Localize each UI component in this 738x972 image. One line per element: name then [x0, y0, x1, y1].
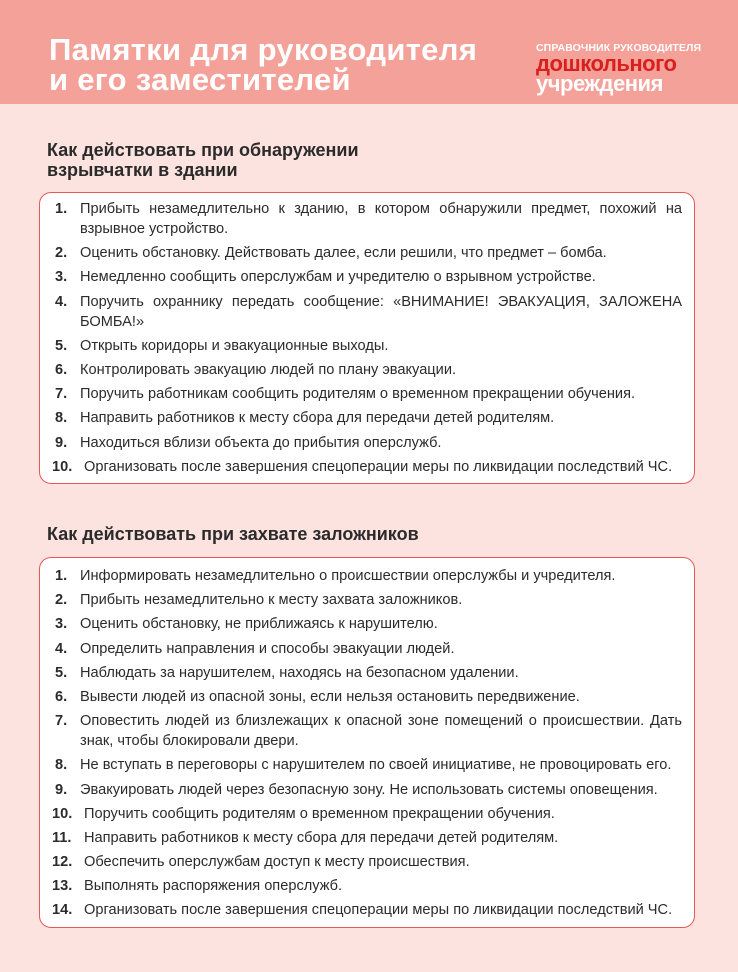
- item-text: Поручить сообщить родителям о временном прекращении обучения.: [84, 805, 555, 822]
- item-number: 6.: [55, 361, 68, 378]
- item-text: Прибыть незамедлительно к месту захвата заложников.: [80, 592, 463, 609]
- item-number: 14.: [52, 902, 73, 919]
- item-text: Определить направления и способы эвакуации людей.: [80, 640, 455, 657]
- list-item: [40, 433, 694, 453]
- checklist-explosives: [40, 199, 694, 477]
- brand-logo-mid: дошкольного: [536, 51, 677, 76]
- item-text: Находиться вблизи объекта до прибытия оперслужб.: [80, 434, 442, 451]
- list-item: [40, 360, 694, 380]
- item-number: 11.: [52, 829, 72, 846]
- item-number: 4.: [55, 640, 68, 657]
- list-item: [40, 711, 694, 751]
- item-text: Оповестить людей из близлежащих к опасной зоне помещений о происшествии. Дать знак, чтобы блокировали двери.: [80, 713, 682, 750]
- list-item: [40, 755, 694, 775]
- section-title-hostages: [47, 524, 419, 544]
- checklist-hostages: [40, 566, 694, 920]
- item-number: 7.: [55, 713, 68, 730]
- list-item: [40, 457, 694, 477]
- list-item: [40, 663, 694, 683]
- item-number: 5.: [55, 337, 68, 354]
- list-item: [40, 780, 694, 800]
- item-text: Контролировать эвакуацию людей по плану эвакуации.: [80, 361, 457, 378]
- item-number: 10.: [52, 805, 73, 822]
- item-text: Эвакуировать людей через безопасную зону. Не использовать системы оповещения.: [80, 781, 658, 798]
- item-number: 8.: [55, 757, 68, 774]
- item-text: Не вступать в переговоры с нарушителем по своей инициативе, не провоцировать его.: [80, 757, 672, 774]
- item-text: Оценить обстановку, не приближаясь к нарушителю.: [80, 616, 438, 633]
- item-text: Организовать после завершения спецоперации меры по ликвидации последствий ЧС.: [84, 458, 673, 475]
- section-title-line2: взрывчатки в здании: [47, 160, 238, 180]
- page-title-line2: и его заместителей: [49, 62, 351, 97]
- list-item: [40, 614, 694, 634]
- header-banner: [0, 0, 738, 104]
- item-text: Прибыть незамедлительно к зданию, в котором обнаружили предмет, похожий на взрывное устройство.: [80, 201, 682, 237]
- item-number: 3.: [55, 269, 68, 286]
- item-text: Поручить охраннику передать сообщение: «ВНИМАНИЕ! ЭВАКУАЦИЯ, ЗАЛОЖЕНА БОМБА!»: [80, 293, 682, 330]
- item-text: Направить работников к месту сбора для передачи детей родителям.: [84, 829, 559, 846]
- item-number: 3.: [55, 616, 68, 633]
- list-item: [40, 408, 694, 428]
- brand-logo-top: СПРАВОЧНИК РУКОВОДИТЕЛЯ: [536, 42, 702, 54]
- list-item: [40, 267, 694, 287]
- list-item: [40, 336, 694, 356]
- list-item: [40, 292, 694, 332]
- item-number: 12.: [52, 854, 73, 871]
- section-title-line1: Как действовать при обнаружении: [47, 140, 359, 160]
- item-number: 9.: [55, 781, 68, 798]
- item-number: 5.: [55, 664, 68, 681]
- list-item: [40, 900, 694, 920]
- page-title: [49, 32, 478, 97]
- item-text: Открыть коридоры и эвакуационные выходы.: [80, 337, 389, 354]
- list-item: [40, 590, 694, 610]
- list-item: [40, 804, 694, 824]
- checklist-box-hostages: [39, 557, 695, 928]
- item-number: 2.: [55, 245, 68, 262]
- checklist-box-explosives: [39, 192, 695, 484]
- item-text: Наблюдать за нарушителем, находясь на безопасном удалении.: [80, 664, 519, 681]
- list-item: [40, 639, 694, 659]
- list-item: [40, 199, 694, 239]
- list-item: [40, 384, 694, 404]
- item-number: 2.: [55, 592, 68, 609]
- item-number: 1.: [55, 568, 68, 584]
- item-number: 1.: [55, 201, 68, 217]
- item-number: 6.: [55, 688, 68, 705]
- item-text: Немедленно сообщить оперслужбам и учредителю о взрывном устройстве.: [80, 269, 596, 286]
- item-number: 13.: [52, 878, 73, 895]
- page-title-line1: Памятки для руководителя: [49, 32, 478, 67]
- item-text: Обеспечить оперслужбам доступ к месту происшествия.: [84, 854, 470, 871]
- item-number: 7.: [55, 386, 68, 403]
- item-text: Информировать незамедлительно о происшествии оперслужбы и учредителя.: [80, 568, 616, 584]
- list-item: [40, 852, 694, 872]
- item-number: 4.: [55, 293, 68, 310]
- item-text: Оценить обстановку. Действовать далее, если решили, что предмет – бомба.: [80, 245, 607, 262]
- item-number: 8.: [55, 410, 68, 427]
- list-item: [40, 566, 694, 586]
- list-item: [40, 876, 694, 896]
- list-item: [40, 687, 694, 707]
- section-title-explosives: [47, 140, 359, 180]
- item-text: Выполнять распоряжения оперслужб.: [84, 878, 343, 895]
- list-item: [40, 243, 694, 263]
- item-text: Вывести людей из опасной зоны, если нельзя остановить передвижение.: [80, 688, 580, 705]
- item-text: Поручить работникам сообщить родителям о временном прекращении обучения.: [80, 386, 636, 403]
- item-number: 9.: [55, 434, 68, 451]
- brand-logo: [536, 42, 702, 96]
- item-text: Направить работников к месту сбора для передачи детей родителям.: [80, 410, 555, 427]
- item-text: Организовать после завершения спецоперации меры по ликвидации последствий ЧС.: [84, 902, 673, 919]
- list-item: [40, 828, 694, 848]
- brand-logo-bottom: учреждения: [536, 71, 663, 96]
- item-number: 10.: [52, 458, 73, 475]
- section-title-line1: Как действовать при захвате заложников: [47, 524, 419, 544]
